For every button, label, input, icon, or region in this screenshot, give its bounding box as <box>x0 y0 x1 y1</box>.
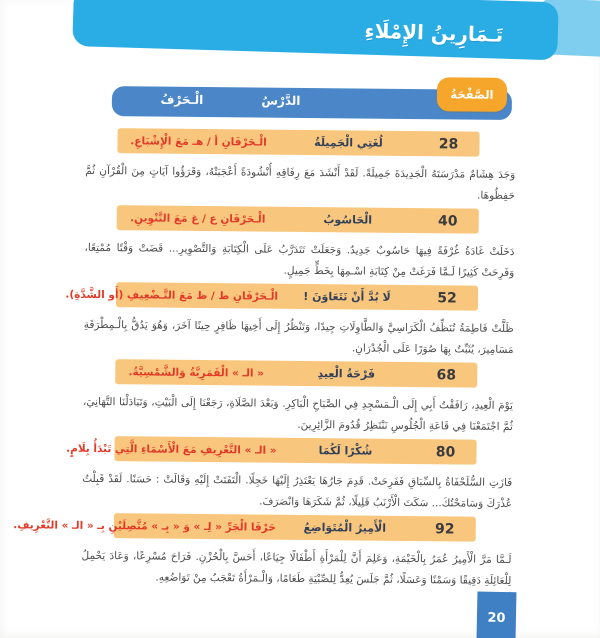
lesson-section <box>0 204 599 285</box>
lesson-section <box>0 127 600 208</box>
row-lesson-title: لَا بُدَّ أَنْ نَتَعَاوَنَ ! <box>303 289 391 304</box>
lesson-row <box>117 128 479 156</box>
row-lesson-title: لُغَتِي الْجَمِيلَةُ <box>314 136 383 150</box>
row-spelling-rule: حَرْفَا الْجَرِّ « لِـ » وَ « بِـ » مُتَّصِلَيْنِ بِـ « الـ » التَّعْرِيفِ. <box>13 518 276 534</box>
page-title: تَـمَارِينُ الإِمْلَاءِ <box>364 18 504 47</box>
row-page-number: 68 <box>436 366 457 383</box>
column-header-page-tab <box>437 77 507 112</box>
row-spelling-rule: الْـحَرْفَانِ أ / هـ مَعَ الْإِشْبَاعِ. <box>130 134 267 149</box>
lesson-list <box>0 127 600 595</box>
row-page-number: 52 <box>437 289 457 306</box>
row-page-number: 28 <box>438 135 459 152</box>
lesson-row <box>65 282 478 310</box>
dictation-text: فَازَتِ السُّلَحْفَاةُ بِالسِّبَاقِ فَفَرِحَتْ. قَدِمَ جَارُهَا يَعْتَذِرُ إِلَيْهَا خَجِلًا. الْتَفَتَتْ إِلَيْهِ وَقَالَتْ : حَسَنًا. لَقَدْ قَبِلْتُ عُذْرَكَ وَسَامَحْتُكَ... سَكَتَ الْأَرْنَبُ قَلِيلًا، ثُمَّ شَكَرَهَا وَانْصَرَفَ. <box>82 472 513 510</box>
dictation-text: وَجَدَ هِشَامٌ مَدْرَسَتَهُ الْجَدِيدَةَ جَمِيلَةً. لَقَدْ أَنْشَدَ مَعَ رِفَاقِهِ أُنْشُودَةً أَعْجَبَتْهُ، وَقَرَؤُوا آيَاتٍ مِنَ الْقُرْآنِ ثُمَّ حَفِظُوهَا. <box>85 164 516 202</box>
lesson-section <box>0 281 598 362</box>
lesson-row <box>117 205 479 233</box>
row-page-number: 92 <box>434 520 455 537</box>
dictation-text: ظَلَّتْ فَاطِمَةُ تُنَظِّفُ الْكَرَاسِيَّ وَالطَّاوِلَاتِ جِيدًا، وَتَنْظُرُ إِلَى أَخِيهَا ظَافِرٍ حِينًا آخَرَ، وَهُوَ يَدُقُّ بِالْـمِطْرَقَةِ مَسَامِيرَ، يُثَبِّتُ بِهَا صُوَرًا عَلَى الْجُدْرَانِ. <box>83 318 514 356</box>
row-lesson-title: فَرْحَةُ الْعِيدِ <box>317 367 376 381</box>
row-page-number: 80 <box>435 443 456 460</box>
dictation-text: دَخَلَتْ غَادَةُ غُرْفَةً فِيهَا حَاسُوبٌ جَدِيدٌ. وَجَعَلَتْ تَتَدَرَّبُ عَلَى الْكِتَابَةِ وَالتَّصْوِيرِ... قَضَتْ وَقْتًا مُمْتِعًا، وَفَرِحَتْ كَثِيرًا لَـمَّا فَرَغَتْ مِنْ كِتَابَةِ اسْـمِهَا بِخَطٍّ جَمِيلٍ. <box>84 241 515 279</box>
lesson-section <box>0 512 596 593</box>
lesson-row <box>115 359 477 387</box>
row-spelling-rule: الْـحَرْفَانِ ط / ظ مَعَ التَّـضْعِيفِ (أَو الشَّدَّةِ). <box>65 288 279 303</box>
row-page-number: 40 <box>437 212 458 229</box>
row-lesson-title: الْحَاسُوبُ <box>323 213 373 227</box>
dictation-text: يَوْمَ الْعِيدِ، رَافَقْتُ أَبِي إِلَى الْـمَسْجِدِ فِي الصَّبَاحِ الْبَاكِرِ. وَبَعْدَ الصَّلَاةِ، رَجَعْنَا إِلَى الْبَيْتِ، وَتَبَادَلْنَا التَّهَانِيَ، ثُمَّ اجْتَمَعْنَا فِي قَاعَةِ الْجُلُوسِ نَنْتَظِرُ قُدُومَ الزَّائِرِينَ. <box>82 395 514 433</box>
row-spelling-rule: « الـ » التَّعْرِيفِ مَعَ الْأَسْمَاءِ الَّتِي تَبْدَأُ بِلَامٍ. <box>66 442 277 457</box>
column-header-page-label: الصَّفْحَةُ <box>450 87 494 102</box>
column-header-lesson: الدَّرْسُ <box>261 93 301 108</box>
lesson-section <box>0 435 597 516</box>
lesson-row <box>66 436 476 464</box>
column-header-letter: الْـحَرْفُ <box>160 92 204 107</box>
row-lesson-title: الْأَمِيرُ الْمُتَوَاضِعُ <box>303 520 387 535</box>
page-number-badge <box>476 591 516 638</box>
lesson-section <box>0 358 597 439</box>
row-spelling-rule: « الـ » الْقَمَرِيَّةُ وَالشَّمْسِيَّةُ. <box>128 365 265 380</box>
lesson-row <box>13 513 476 541</box>
dictation-text: لَـمَّا مَرَّ الْأَمِيرُ عُمَرُ بِالْخَيْمَةِ، وَعَلِمَ أَنَّ لِلْمَرْأَةِ أَطْفَالًا جِيَاعًا، أَحَسَّ بِالْحُزْنِ. فَرَاحَ مُسْرِعًا، وَعَادَ يَحْمِلُ لِلْعَائِلَةِ دَقِيقًا وَسَمْنًا وَعَسَلًا، ثُمَّ جَلَسَ يُعِدُّ لِلصِّبْيَةِ طَعَامًا، وَالْـمَرْأَةُ تَعْجَبُ مِنْ تَوَاضُعِهِ. <box>81 549 512 587</box>
row-spelling-rule: الْـحَرْفَانِ ع / غ مَعَ التَّنْوِينِ. <box>130 211 266 226</box>
page-number: 20 <box>487 610 506 626</box>
row-lesson-title: شُكْرًا لَكُمَا <box>318 444 373 458</box>
